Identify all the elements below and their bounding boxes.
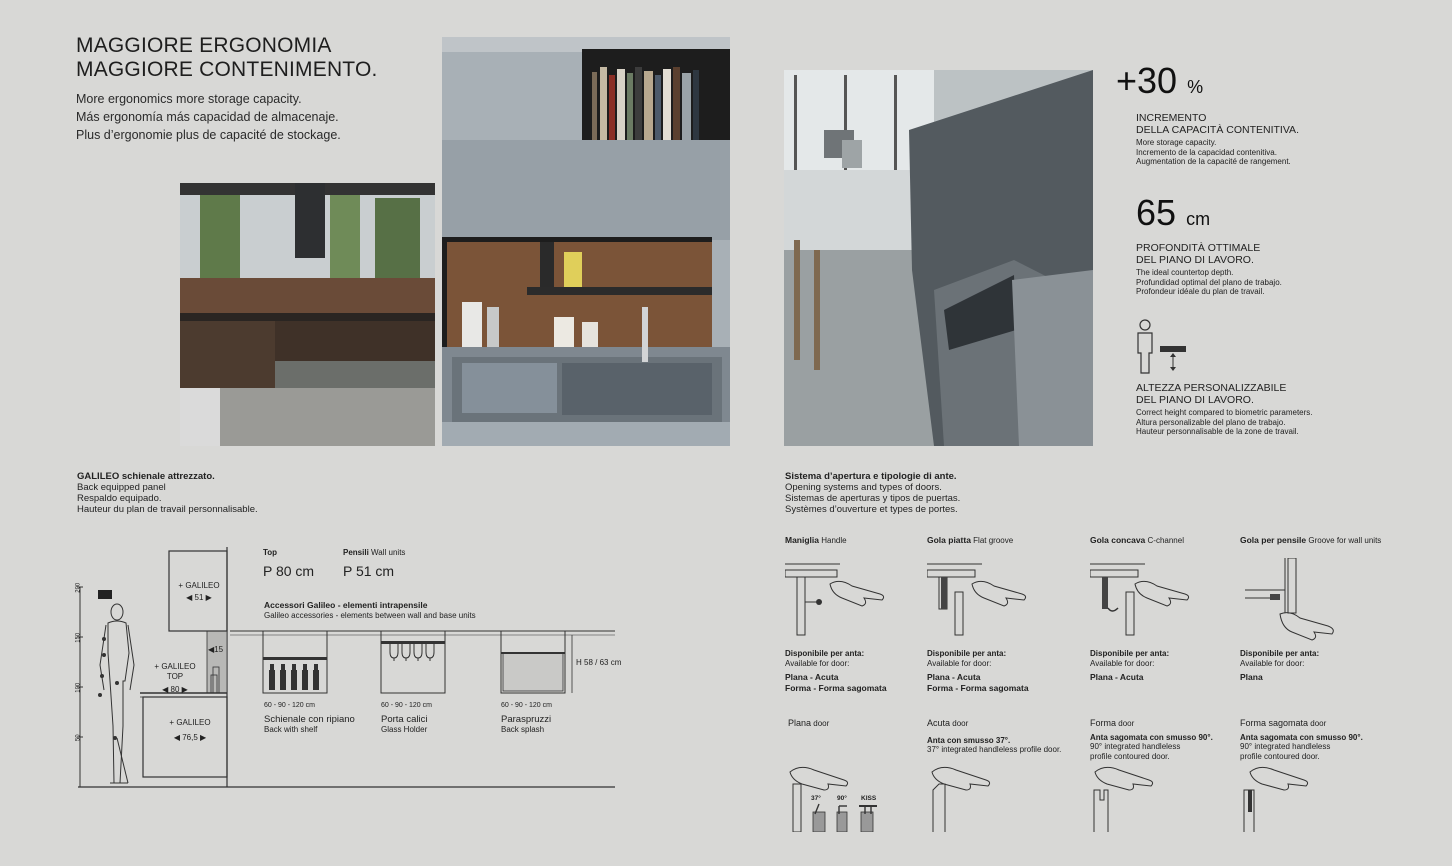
acc-title: Accessori Galileo - elementi intrapensile — [264, 600, 428, 610]
accessory-item: 60 - 90 - 120 cm Paraspruzzi Back splash — [501, 702, 552, 734]
wall-depth — [343, 548, 405, 579]
stat-height-es: Altura personalizable del plano de trabajo. — [1136, 417, 1286, 427]
subtitle-en: More ergonomics more storage capacity. — [76, 92, 302, 106]
wall-label: Pensili — [343, 548, 369, 557]
stat-height-fr: Hauteur personnalisable de la zone de travail. — [1136, 427, 1299, 436]
acuta-door-diagram — [927, 762, 1037, 832]
dim-15: ◀15 — [208, 645, 224, 654]
scale-tick-150: 150 — [75, 632, 82, 643]
scale-tick-200: 200 — [75, 582, 82, 593]
angle-37: 37° — [811, 795, 821, 802]
subtitle-es: Más ergonomía más capacidad de almacenaje. — [76, 110, 339, 124]
accessory-item: 60 - 90 - 120 cm Porta calici Glass Holder — [381, 702, 432, 734]
stat-storage-fr: Augmentation de la capacité de rangement. — [1136, 157, 1291, 166]
door-acuta-title: Acuta door Anta con smusso 37°. 37° integrated handleless profile door. — [927, 718, 1062, 754]
accessories-heading — [264, 601, 476, 620]
box-bot-dim: ◀ 76,5 ▶ — [173, 733, 207, 742]
system-wall-groove-title: Gola per pensile Groove for wall units — [1240, 535, 1382, 545]
galileo-fr: Hauteur du plan de travail personnalisable. — [77, 504, 258, 515]
wall-value: P 51 cm — [343, 562, 395, 579]
stat-depth-title1: PROFONDITÀ OTTIMALE — [1136, 242, 1261, 254]
top-value: P 80 cm — [263, 562, 315, 579]
box-top-label: + GALILEO — [178, 581, 220, 590]
sink-photo — [442, 37, 730, 446]
top-label: Top — [263, 548, 278, 557]
scale-tick-50: 50 — [75, 734, 82, 742]
stat-depth-title2: DEL PIANO DI LAVORO. — [1136, 254, 1254, 266]
angle-kiss: KISS — [861, 795, 877, 802]
scale-tick-100: 100 — [75, 682, 82, 693]
stat-storage-value: +30 — [1116, 60, 1178, 101]
wall-groove-availability: Disponibile per anta: Available for door: Plana — [1240, 649, 1320, 682]
stat-storage-title2: DELLA CAPACITÀ CONTENITIVA. — [1136, 124, 1299, 136]
stat-depth-value: 65 — [1136, 192, 1177, 233]
box-bot-label: + GALILEO — [169, 718, 211, 727]
forma-sagomata-door-diagram — [1240, 762, 1350, 832]
stat-storage-title1: INCREMENTO — [1136, 112, 1207, 124]
stat-storage-unit: % — [1187, 77, 1204, 97]
flat-groove-availability: Disponibile per anta: Available for door: Plana - Acuta Forma - Forma sagomata — [927, 649, 1029, 693]
box-top-dim: ◀ 51 ▶ — [186, 593, 212, 602]
stat-depth-fr: Profondeur idéale du plan de travail. — [1136, 287, 1265, 296]
system-flat-groove-title: Gola piatta Flat groove — [927, 535, 1014, 545]
stat-storage — [1116, 62, 1436, 167]
system-c-channel-title: Gola concava C-channel — [1090, 535, 1184, 545]
stat-height-en: Correct height compared to biometric parameters. — [1136, 408, 1313, 417]
flat-groove-diagram — [927, 558, 1037, 636]
c-channel-diagram — [1090, 558, 1200, 636]
stat-height-title2: DEL PIANO DI LAVORO. — [1136, 394, 1254, 406]
opening-en: Opening systems and types of doors. — [785, 482, 942, 493]
subtitle-fr: Plus d’ergonomie plus de capacité de stockage. — [76, 128, 341, 142]
system-handle-title: Maniglia Handle — [785, 535, 847, 545]
kitchen-photo — [180, 183, 435, 446]
door-forma-title: Forma door Anta sagomata con smusso 90°. 90° integrated handleless profile contoured door. — [1090, 718, 1213, 761]
stat-depth — [1136, 194, 1436, 297]
box-mid-label: + GALILEO TOP — [154, 662, 196, 681]
person-height-icon — [1134, 318, 1194, 376]
stat-depth-en: The ideal countertop depth. — [1136, 268, 1234, 277]
handle-diagram — [785, 558, 895, 636]
wall-groove-diagram — [1240, 558, 1350, 646]
opening-title: Sistema d’apertura e tipologie di ante. — [785, 471, 957, 482]
opening-fr: Systèmes d’ouverture et types de portes. — [785, 504, 958, 515]
handle-availability: Disponibile per anta: Available for door: Plana - Acuta Forma - Forma sagomata — [785, 649, 887, 693]
galileo-en: Back equipped panel — [77, 482, 166, 493]
box-mid-dim: ◀ 80 ▶ — [162, 685, 188, 694]
forma-door-diagram — [1090, 762, 1200, 832]
handle-detail-photo — [784, 70, 1093, 446]
stat-height-title1: ALTEZZA PERSONALIZZABILE — [1136, 382, 1287, 394]
header-block — [76, 34, 436, 144]
c-channel-availability: Disponibile per anta: Available for door: Plana - Acuta — [1090, 649, 1170, 682]
height-label: H 58 / 63 cm — [576, 658, 622, 667]
acc-sub: Galileo accessories - elements between wall and base units — [264, 610, 476, 620]
angle-90: 90° — [837, 795, 847, 802]
top-depth — [263, 548, 314, 579]
page-title-line1: MAGGIORE ERGONOMIA — [76, 34, 332, 57]
stat-height — [1136, 382, 1436, 437]
wall-label-en: Wall units — [371, 548, 406, 557]
door-plana-title: Plana door — [788, 718, 830, 728]
galileo-title: GALILEO schienale attrezzato. — [77, 471, 215, 482]
galileo-es: Respaldo equipado. — [77, 493, 162, 504]
accessory-item: 60 - 90 - 120 cm Schienale con ripiano Back with shelf — [264, 702, 355, 734]
stat-storage-en: More storage capacity. — [1136, 138, 1217, 147]
galileo-intro — [77, 471, 397, 515]
stat-storage-es: Incremento de la capacidad contenitiva. — [1136, 147, 1277, 157]
stat-depth-es: Profundidad optimal del plano de trabajo. — [1136, 277, 1282, 287]
door-forma-sagomata-title: Forma sagomata door Anta sagomata con smusso 90°. 90° integrated handleless profile contoured door. — [1240, 718, 1363, 761]
opening-intro — [785, 471, 1105, 515]
page-title-line2: MAGGIORE CONTENIMENTO. — [76, 58, 378, 81]
stat-depth-unit: cm — [1186, 209, 1211, 229]
opening-es: Sistemas de aperturas y tipos de puertas. — [785, 493, 961, 504]
